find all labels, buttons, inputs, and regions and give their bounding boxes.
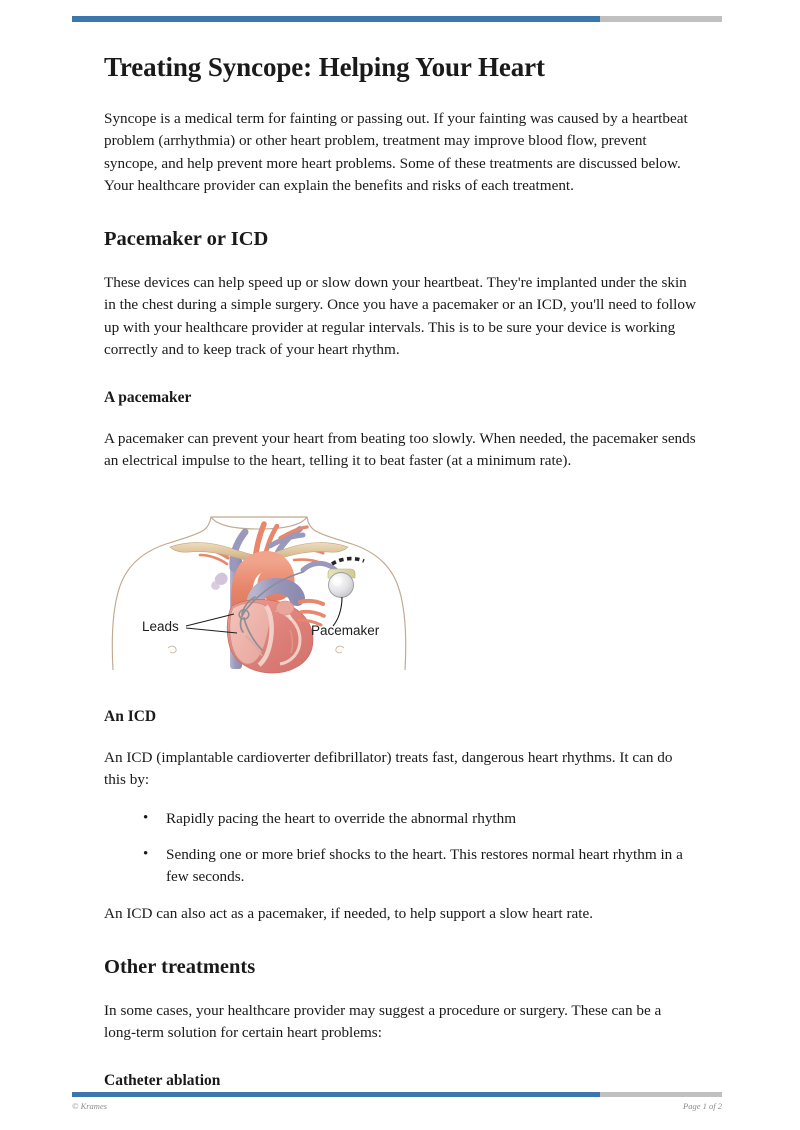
figure-label-leads: [142, 614, 237, 634]
footer-rule-blue-segment: [72, 1092, 600, 1097]
pacemaker-device-shape: [303, 564, 355, 598]
footer-rule: [72, 1092, 722, 1097]
footer-rule-grey-segment: [600, 1092, 722, 1097]
page-title: Treating Syncope: Helping Your Heart: [104, 52, 545, 82]
icd-paragraph: An ICD (implantable cardioverter defibrillator) treats fast, dangerous heart rhythms. It can do this by:: [104, 749, 673, 789]
list-item: • Rapidly pacing the heart to override the abnormal rhythm: [143, 808, 696, 830]
incision-marks-shape: [332, 559, 364, 564]
other-treatments-paragraph: In some cases, your healthcare provider may suggest a procedure or surgery. These can be a long-term solution for certain heart problems:: [104, 1001, 662, 1042]
pacemaker-illustration: [104, 502, 414, 680]
intro-paragraph: Syncope is a medical term for fainting or passing out. If your fainting was caused by a heartbeat problem (arrhythmia) or other heart problem, treatment may improve blood flow, prevent syncope, and help prevent more heart problems. Some of these treatments are discussed below. Your healthcare provider can explain the benefits and risks of each treatment.: [104, 109, 688, 194]
icd-bullet-list: [104, 808, 696, 889]
subheading-catheter-ablation: Catheter ablation: [104, 1072, 221, 1090]
header-rule-blue-segment: [72, 16, 600, 22]
subheading-an-icd: An ICD: [104, 708, 157, 726]
section-heading-other-treatments: Other treatments: [104, 956, 256, 979]
footer-page-number: Page 1 of 2: [683, 1101, 722, 1111]
subheading-a-pacemaker: A pacemaker: [104, 389, 192, 407]
header-rule-grey-segment: [600, 16, 722, 22]
leads-label-text: Leads: [142, 619, 179, 635]
pacemaker-or-icd-intro-paragraph: These devices can help speed up or slow down your heartbeat. They're implanted under the skin in the chest during a simple surgery. Once you have a pacemaker or an ICD, you'll need to follow up with your healthcare provider at regular intervals. This is to be sure your device is working correctly and to keep track of your heart rhythm.: [104, 273, 696, 358]
icd-closing-paragraph: An ICD can also act as a pacemaker, if needed, to help support a slow heart rate.: [104, 904, 593, 922]
document-body: [104, 52, 696, 1111]
pacemaker-label-text: Pacemaker: [311, 623, 380, 639]
pacemaker-paragraph: A pacemaker can prevent your heart from beating too slowly. When needed, the pacemaker sends an electrical impulse to the heart, telling it to beat faster (at a minimum rate).: [104, 429, 696, 470]
list-item: • Sending one or more brief shocks to the heart. This restores normal heart rhythm in a few seconds.: [143, 844, 696, 889]
section-heading-pacemaker-or-icd: Pacemaker or ICD: [104, 228, 269, 251]
header-rule: [72, 16, 722, 22]
footer-copyright: © Krames: [72, 1101, 108, 1111]
